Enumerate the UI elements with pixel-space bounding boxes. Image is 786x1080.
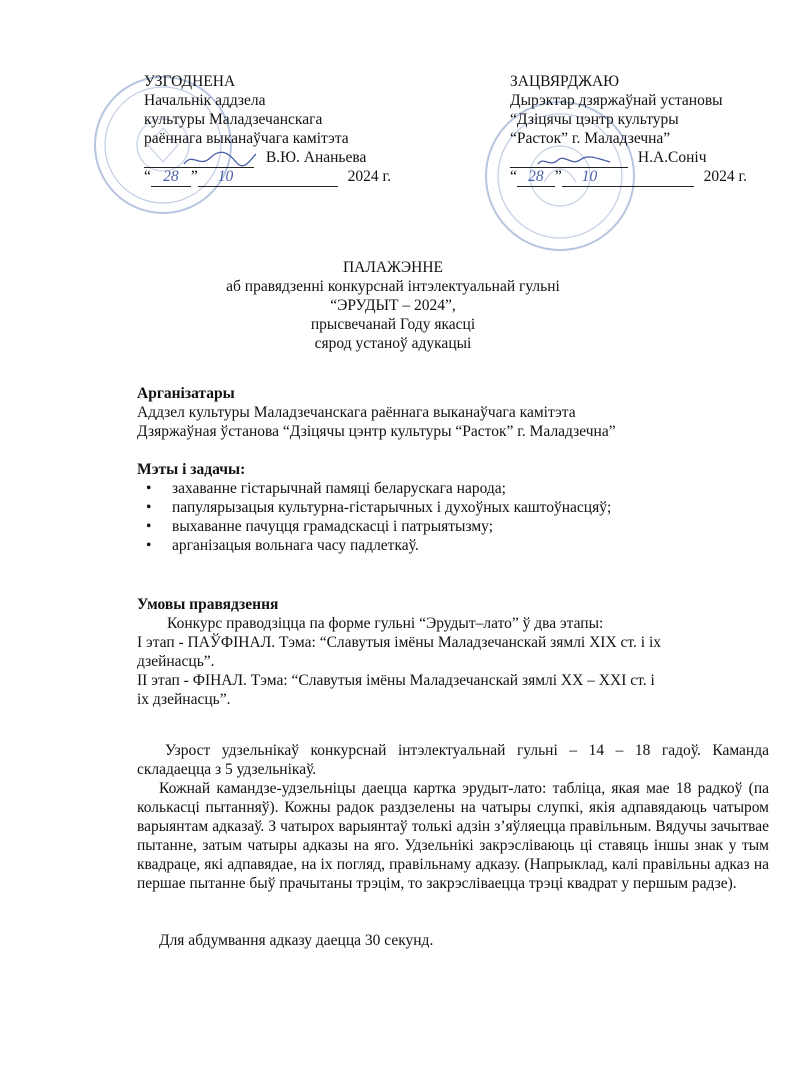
left-approval-line1: Начальнік аддзела (144, 92, 266, 109)
bullet-icon: • (146, 480, 152, 497)
right-approval-date-year: 2024 г. (703, 168, 748, 185)
title-line2: аб правядзенні конкурснай інтэлектуальнай гульні (226, 278, 560, 295)
left-approval-heading: УЗГОДНЕНА (144, 73, 236, 90)
left-approval-date-year: 2024 г. (347, 168, 392, 185)
conditions-section (137, 595, 769, 709)
conditions-stage1-line1: I этап - ПАЎФІНАЛ. Тэма: “Славутыя імёны Маладзечанскай зямлі ХІХ ст. і іх (137, 634, 662, 651)
goals-list-item: • выхаванне пачуцця грамадскасці і патрыятызму; (146, 518, 494, 535)
title-line3: “ЭРУДЫТ – 2024”, (330, 297, 456, 314)
conditions-time-line: Для абдумвання адказу даецца 30 секунд. (159, 932, 434, 949)
title-line5: сярод устаноў адукацыі (314, 335, 472, 352)
right-approval-line3: “Расток” г. Маладзечна” (510, 130, 671, 147)
left-approval-line3: раённага выканаўчага камітэта (144, 130, 349, 147)
conditions-heading: Умовы правядзення (137, 596, 279, 613)
goals-list (137, 479, 769, 555)
goals-list-item: • арганізацыя вольнага часу падлеткаў. (146, 537, 419, 554)
right-approval-name: Н.А.Соніч (637, 149, 707, 166)
goals-heading: Мэты і задачы: (137, 461, 246, 478)
goals-list-item: • захаванне гістарычнай памяці беларускага народа; (146, 480, 506, 497)
organizers-line1: Аддзел культуры Маладзечанскага раённага выканаўчага камітэта (137, 404, 576, 421)
goals-list-item: • папулярызацыя культурна-гістарычных і духоўных каштоўнасцяў; (146, 499, 612, 516)
left-approval-date-line: “ 28 ” 10 2024 г. (144, 168, 392, 185)
title-line4: прысвечанай Году якасці (310, 316, 476, 333)
left-approval-name: В.Ю. Ананьева (265, 149, 367, 166)
bullet-icon: • (146, 518, 152, 535)
right-approval-date-line: “ 28 ” 10 2024 г. (510, 168, 748, 185)
organizers-heading: Арганізатары (137, 385, 235, 402)
goals-section (137, 460, 769, 555)
conditions-card-paragraph: Кожнай камандзе-удзельніцы даецца картка эрудыт-лато: табліца, якая мае 18 радкоў (па колькасці пытанняў). Кожны радок раздзелены на чатыры слупкі, якія адпавядаюць чатыром варыянтам адказаў. З чатырох варыянтаў толькі адзін з’яўляецца правільным. Вядучы зачытвае пытанне, затым чатыры адказы на яго. Удзельнікі закрэсліваюць ці ставяць іншы знак у тым квадраце, які адпавядае, на іх погляд, правільнаму адказу. (Напрыклад, калі правільны адказ на першае пытанне быў прачытаны трэцім, то закрэсліваецца трэці квадрат у першым радзе). (137, 780, 769, 892)
left-approval-name-line (144, 148, 391, 167)
right-approval-heading: ЗАЦВЯРДЖАЮ (510, 73, 620, 90)
conditions-stage2-line2: іх дзейнасць”. (137, 691, 231, 708)
right-approval-date-day: 28 (517, 167, 555, 187)
left-approval-date-month: 10 (198, 167, 338, 187)
conditions-age-paragraph: Узрост удзельнікаў конкурснай інтэлектуальнай гульні – 14 – 18 гадоў. Каманда складаецца з 5 удзельнікаў. (137, 742, 769, 778)
left-approval-date-day: 28 (151, 167, 191, 187)
conditions-intro: Конкурс праводзіцца па форме гульні “Эрудыт–лато” ў два этапы: (167, 615, 604, 632)
left-approval-block (144, 72, 391, 186)
document-title (0, 258, 786, 353)
right-approval-name-line (510, 148, 747, 167)
right-approval-block (510, 72, 747, 186)
conditions-stage1-line2: дзейнасць”. (137, 653, 215, 670)
right-approval-line2: “Дзіцячы цэнтр культуры (510, 111, 679, 128)
conditions-stage2-line1: II этап - ФІНАЛ. Тэма: “Славутыя імёны Маладзечанскай зямлі ХХ – ХХІ ст. і (137, 672, 655, 689)
organizers-line2: Дзяржаўная ўстанова “Дзіцячы цэнтр культуры “Расток” г. Маладзечна” (137, 423, 616, 440)
organizers-section (137, 384, 769, 441)
bullet-icon: • (146, 499, 152, 516)
left-approval-line2: культуры Маладзечанскага (144, 111, 323, 128)
right-approval-date-month: 10 (562, 167, 694, 187)
title-line1: ПАЛАЖЭННЕ (342, 259, 444, 276)
right-approval-line1: Дырэктар дзяржаўнай установы (510, 92, 723, 109)
bullet-icon: • (146, 537, 152, 554)
